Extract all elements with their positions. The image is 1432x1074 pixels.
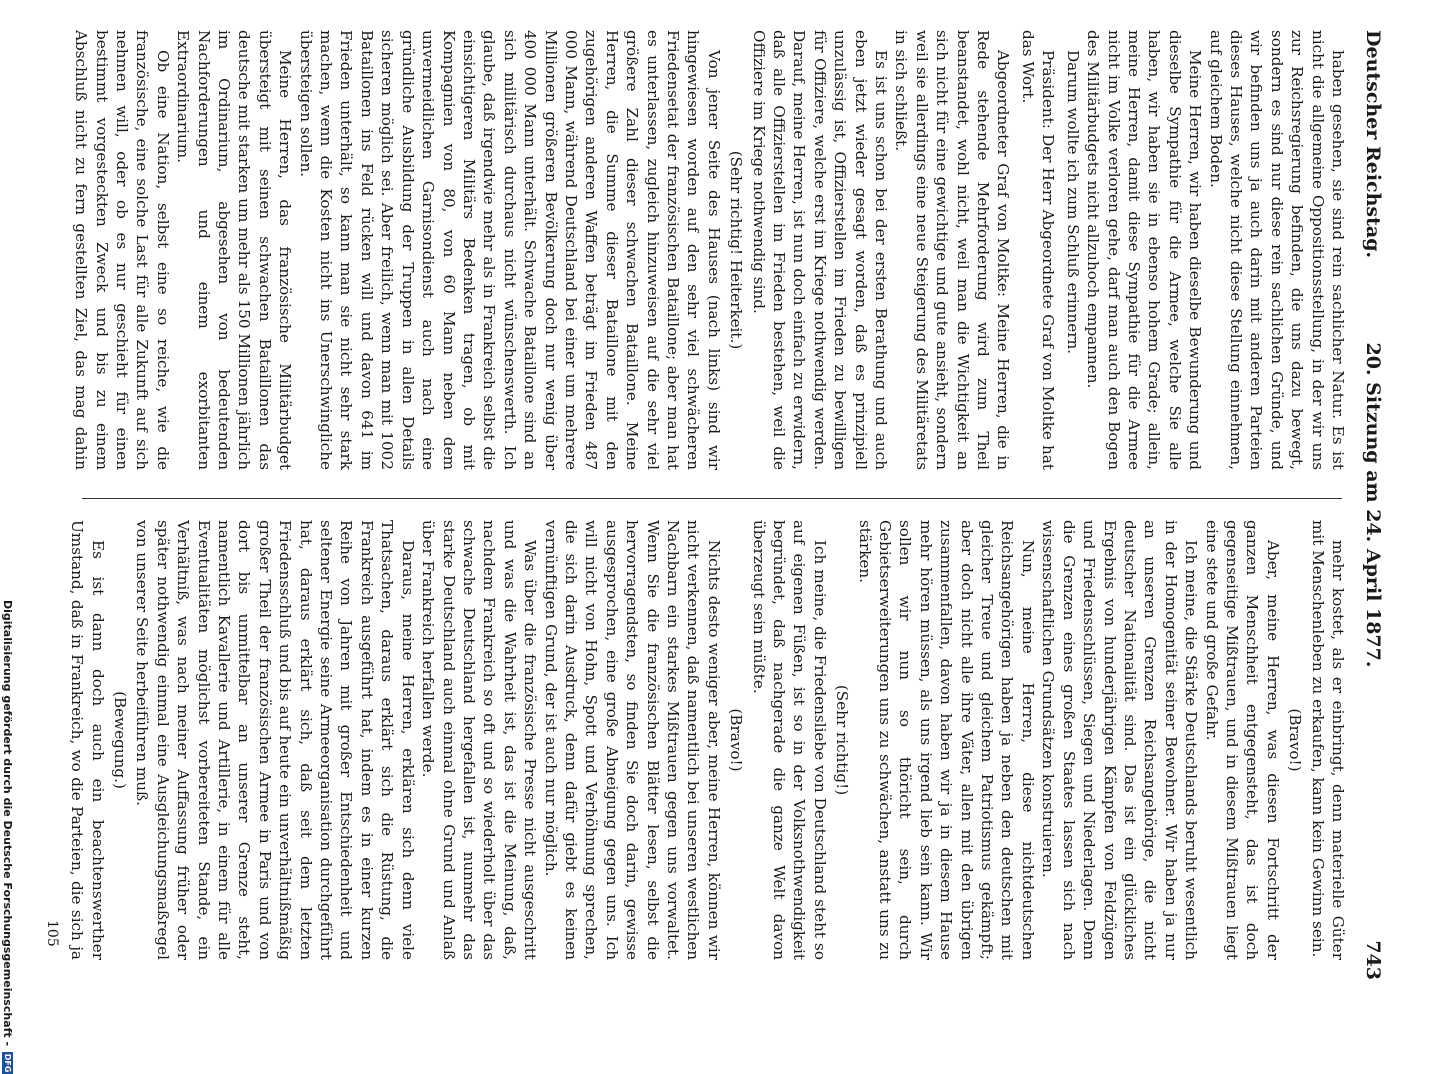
- paragraph: Ich meine, die Stärke Deutschlands beruht wesentlich in der Homogenität seiner Bewohner. Wir haben ja nur an unseren Grenzen Reichsangehörige, die nicht deutscher Nationalität sind. Das ist ein glückliches Ergebnis von hunderjährigen Kämpfen von Feldzügen und Friedensschlüssen, Siegen und Niederlagen. Denn die Grenzen eines großen Staates lassen sich nach wissenschaftlichen Grundsätzen konstruieren.: [1039, 520, 1201, 960]
- interjection: (Bewegung.): [111, 691, 130, 789]
- header-session: 20. Sitzung am 24. April 1877.: [1362, 342, 1384, 668]
- paragraph: Darum wollte ich zum Schluß erinnern.: [1063, 50, 1082, 355]
- interjection: (Sehr richtig!): [833, 684, 852, 796]
- paragraph: Nun, meine Herren, diese nichtdeutschen Reichsangehörigen haben ja neben den deutschen mit gleicher Treue und gleichem Patriotismus gekämpft; aber doch nicht alle ihre Väter, allen mit den übrigen zusammenfallen, davon haben wir ja in diesem Hause mehr hören müssen, als uns irgend lieb sein kann. Wir sollen wir nun so thöricht sein, durch Gebietserweiterungen uns zu schwächen, anstatt uns zu stärken.: [855, 520, 1037, 960]
- paragraph: Meine Herren, wir haben dieselbe Bewunderung und dieselbe Sympathie für die Armee, welche Sie alle haben, wir haben sie in ebenso hohem Grade; allein, meine Herren, damit diese Sympathie für die Armee nicht im Volke verloren gehe, darf man auch den Bogen des Militärbudgets nicht allzuhoch empannen.: [1084, 30, 1205, 470]
- speaker-paragraph-moltke: Abgeordneter Graf von Moltke: Meine Herren, die in Rede stehende Mehrforderung wird zum Theil beanstandet, wohl nicht, weil man die Wichtigkeit an sich nicht für eine gewichtige und gute ansieht, sondern weil sie allerdings eine neue Steigerung des Militäretats in sich schließt.: [892, 30, 1013, 470]
- paragraph: Ob eine Nation, selbst eine so reiche, wie die französische, eine solche Last für alle Zukunft auf sich nehmen will, oder ob es nur geschieht für einen bestimmt vorgesteckten Zweck und bis zu einem Abschluß nicht zu fern gestellten Ziel, das mag dahin: [72, 30, 172, 470]
- left-column: [68, 30, 1348, 470]
- paragraph: Von jener Seite des Hauses (nach links) sind wir hingewiesen worden auf den sehr viel schwächeren Friedensetat der französischen Bataillone; aber man hat es unterlassen, zugleich hinzuweisen auf die sehr viel größere Zahl dieser schwachen Bataillone. Meine Herren, die Summe dieser Bataillone mit den zugehörigen anderen Waffen beträgt im Frieden 487 000 Mann, während Deutschland bei einer um mehrere Millionen größeren Bevölkerung doch nur wenig über 400 000 Mann unterhält. Schwache Bataillone sind an sich militärisch durchaus nicht wünschenswerth. Ich glaube, daß irgendwie mehr als in Frankreich selbst die einsichtigeren Militärs Bedenken tragen, ob mit Kompagnien von 80, von 60 Mann neben dem unvermeidlichen Garnisondienst auch nach eine gründliche Ausbildung der Truppen in allen Details sicheren möglich sei. Aber freilich, wenn man mit 1002 Bataillonen ins Feld rücken will und davon 641 im Frieden unterhält, so kann man sie nicht sehr stark machen, wenn die Kosten nicht ins Unerschwingliche übersteigen sollen.: [296, 30, 723, 470]
- paragraph: Nichts desto weniger aber, meine Herren, können wir nicht verkennen, daß namentlich bei unseren westlichen Nachbarn ein starkes Mißtrauen gegen uns vorwaltet. Wenn Sie die französischen Blätter lesen, selbst die hervorragendsten, so finden Sie doch darin, gewisse ausgesprochen, eine große Abneigung gegen uns. Ich will nicht von Hohn, Spott und Verhöhnung sprechen, die sich darin Ausdruck, denn dafür giebt es keinen vernünftigen Grund, der ist auch nur möglich.: [541, 520, 723, 960]
- interjection: (Bravo!): [1286, 708, 1305, 772]
- digitization-credit: [1, 600, 14, 1074]
- signature-number: 105: [44, 920, 60, 947]
- paragraph: Daraus, meine Herren, erklären sich denn viele Thatsachen, daraus erklärt sich die Rüstung, die Frankreich ausgeführt hat, indem es in einer kurzen Reihe von Jahren mit großer Entschiedenheit und seltener Energie seine Armeeorganisation durchgeführt hat, daraus erklärt sich, daß seit dem letzten Friedensschluß und bis auf heute ein unverhältnißmäßig großer Theil der französischen Armee in Paris und von dort bis unmittelbar an unserer Grenze steht, namentlich Kavallerie und Artillerie, in einem für alle Eventualitäten möglichst vorbereiteten Stande, ein Verhältniß, was nach meiner Auffassung früher oder später nothwendig einmal eine Ausgleichungsmaßregel von unserer Seite herbeiführen muß.: [133, 520, 417, 960]
- interjection: (Sehr richtig! Heiterkeit.): [727, 150, 746, 350]
- interjection: (Bravo!): [727, 708, 746, 772]
- paragraph: Aber, meine Herren, was diesen Fortschritt der ganzen Menschheit entgegensteht, das ist doch gegenseitige Mißtrauen, und in diesem Mißtrauen liegt eine stete und große Gefahr.: [1202, 520, 1282, 960]
- paragraph: Ich meine, die Friedensliebe von Deutschland steht so auf eigenen Füßen, ist so in der Volksnothwendigkeit begründet, daß nachgerade die ganze Welt davon überzeugt sein müßte.: [749, 520, 829, 960]
- credit-text: Digitalisierung gefördert durch die Deutsche Forschungsgemeinschaft -: [1, 600, 14, 1047]
- paragraph: Was über die französische Presse nicht ausgeschritt und was die Wahrheit ist, das ist die Meinung, daß, nachdem Frankreich so oft und so wiederholt über das schwache Deutschland hergefallen ist, nunmehr das starke Deutschland auch einmal ohne Grund und Anlaß über Frankreich herfallen werde.: [419, 520, 540, 960]
- paragraph: mehr kostet, als er einbringt, denn materielle Güter mit Menschenleben zu erkaufen, kann kein Gewinn sein.: [1308, 520, 1347, 960]
- right-column: [68, 520, 1348, 960]
- dfg-logo-icon: DFG: [3, 1053, 12, 1073]
- paragraph: haben gesehen, sie sind rein sachlicher Natur. Es ist nicht die allgemeine Oppositionsstellung, in der wir uns zur Reichsregierung befinden, die uns dazu bewegt, sondern es sind nur diese rein sachlichen Gründe, und wir befinden uns ja auch darin mit anderen Parteien dieses Hauses, welche nicht diese Stellung einnehmen, auf gleichem Boden.: [1206, 30, 1347, 470]
- paragraph: Es ist uns schon bei der ersten Berathung und auch eben jetzt wieder gesagt worden, daß es prinzipiell unzulässig ist, Offizierstellen im Frieden zu bewilligen für Offiziere, welche erst im Kriege nothwendig werden. Darauf, meine Herren, ist nun doch einfach zu erwidern, daß alle Offizierstellen im Frieden bestehen, weil die Offiziere im Kriege nothwendig sind.: [749, 30, 891, 470]
- speaker-paragraph-president: Präsident: Der Herr Abgeordnete Graf von Moltke hat das Wort.: [1018, 30, 1058, 470]
- column-divider: [82, 498, 1342, 499]
- header-publication: Deutscher Reichstag.: [1362, 30, 1384, 259]
- header-page-number: 743: [1362, 940, 1384, 980]
- paragraph: Meine Herren, das französische Militärbudget übersteigt mit seinen schwachen Bataillonen das deutsche mit starken um mehr als 150 Millionen jährlich im Ordinarium, abgesehen von bedeutenden Nachforderungen und einem exorbitanten Extraordinarium.: [174, 30, 295, 470]
- page-header: [1350, 30, 1390, 980]
- paragraph: Es ist dann doch auch ein beachtenswerther Umstand, daß in Frankreich, wo die Parteien, die sich ja: [68, 520, 107, 960]
